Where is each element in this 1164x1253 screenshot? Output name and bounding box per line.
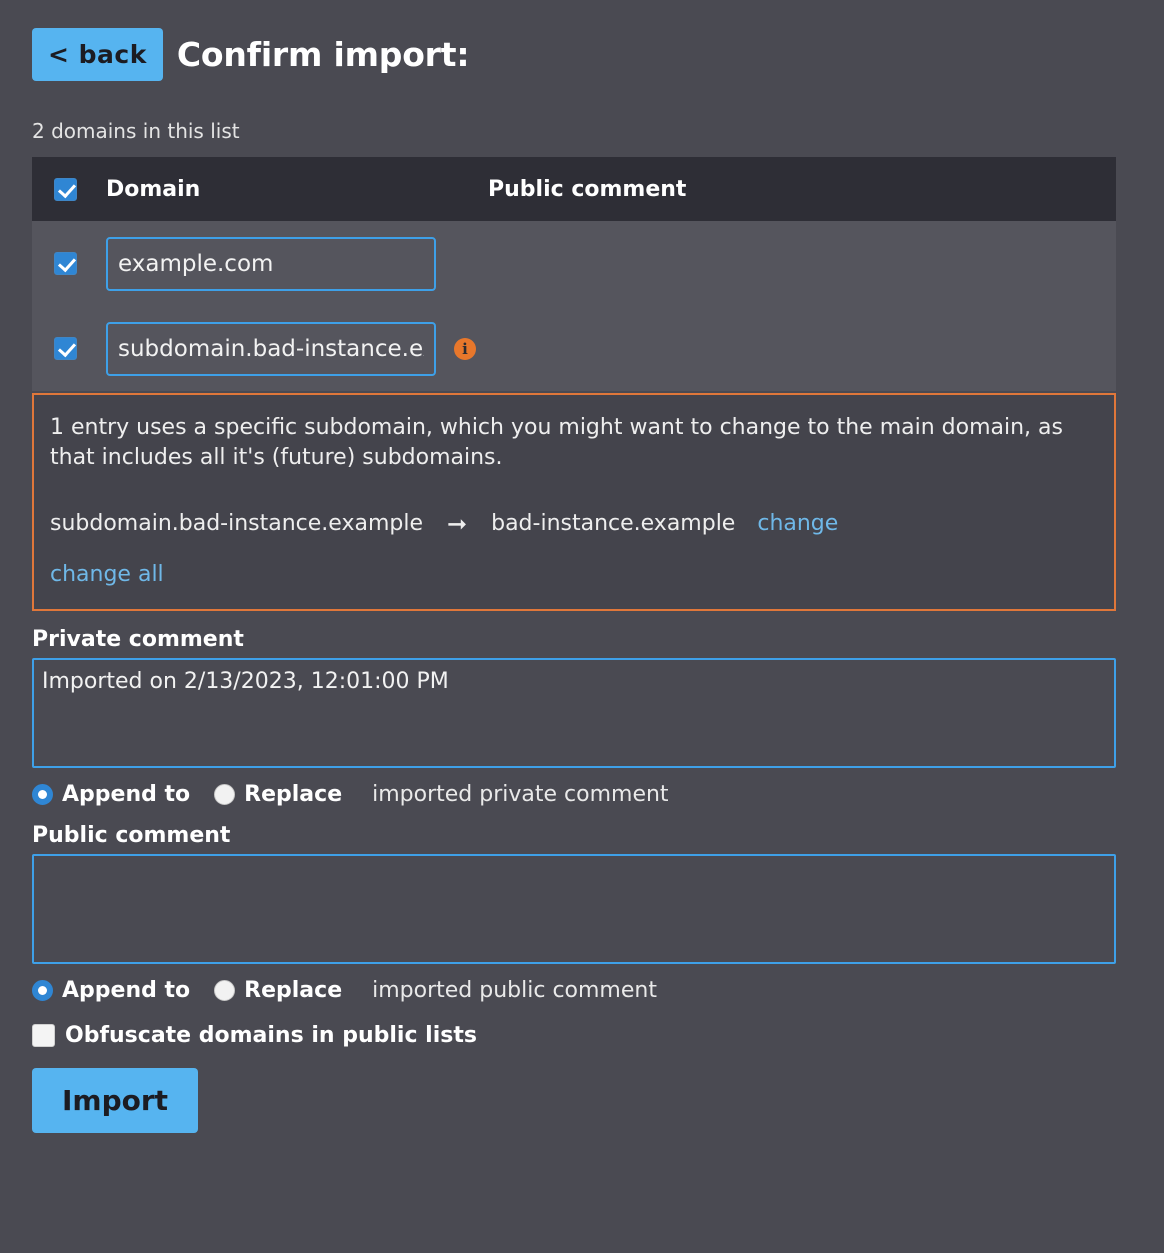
column-header-domain: Domain (106, 176, 201, 202)
back-button[interactable]: < back (32, 28, 163, 81)
row-checkbox[interactable] (54, 337, 77, 360)
private-comment-label: Private comment (32, 626, 244, 652)
private-mode-trailing-text: imported private comment (372, 781, 669, 807)
public-replace-radio[interactable] (214, 980, 235, 1001)
public-append-radio[interactable] (32, 980, 53, 1001)
table-header-row (32, 157, 1116, 221)
public-replace-label: Replace (244, 977, 343, 1003)
private-append-label: Append to (62, 781, 191, 807)
private-replace-radio[interactable] (214, 784, 235, 805)
private-append-radio[interactable] (32, 784, 53, 805)
domain-input[interactable] (106, 237, 436, 291)
page-header (32, 0, 1132, 81)
private-replace-label: Replace (244, 781, 343, 807)
change-all-link[interactable]: change all (50, 561, 164, 587)
row-checkbox[interactable] (54, 252, 77, 275)
domain-count-label: 2 domains in this list (32, 119, 240, 143)
domain-input[interactable] (106, 322, 436, 376)
public-comment-textarea[interactable] (32, 854, 1116, 964)
public-mode-trailing-text: imported public comment (372, 977, 657, 1003)
subdomain-from: subdomain.bad-instance.example (50, 511, 423, 537)
obfuscate-label: Obfuscate domains in public lists (65, 1022, 477, 1048)
row-select-cell (54, 252, 106, 275)
subdomain-to: bad-instance.example (491, 511, 736, 537)
public-append-label: Append to (62, 977, 191, 1003)
select-all-cell (54, 178, 106, 201)
public-comment-mode-group (32, 978, 1132, 1003)
table-row (32, 306, 1116, 391)
row-select-cell (54, 337, 106, 360)
info-icon[interactable]: i (454, 338, 476, 360)
obfuscate-checkbox[interactable] (32, 1024, 55, 1047)
page-title: Confirm import: (176, 35, 470, 74)
private-comment-mode-group (32, 782, 1132, 807)
obfuscate-row (32, 1023, 1132, 1048)
select-all-checkbox[interactable] (54, 178, 77, 201)
subdomain-warning-text: 1 entry uses a specific subdomain, which you might want to change to the main domain, as that includes all it's (future) subdomains. (50, 415, 1063, 471)
private-comment-textarea[interactable] (32, 658, 1116, 768)
arrow-right-icon: ➞ (447, 509, 468, 538)
import-button[interactable]: Import (32, 1068, 198, 1133)
table-row (32, 221, 1116, 306)
subdomain-warning-box (32, 393, 1116, 611)
subdomain-change-row (50, 510, 1098, 538)
column-header-public-comment: Public comment (488, 176, 687, 202)
domains-table (32, 157, 1116, 391)
change-link[interactable]: change (757, 511, 839, 537)
public-comment-label: Public comment (32, 822, 231, 848)
